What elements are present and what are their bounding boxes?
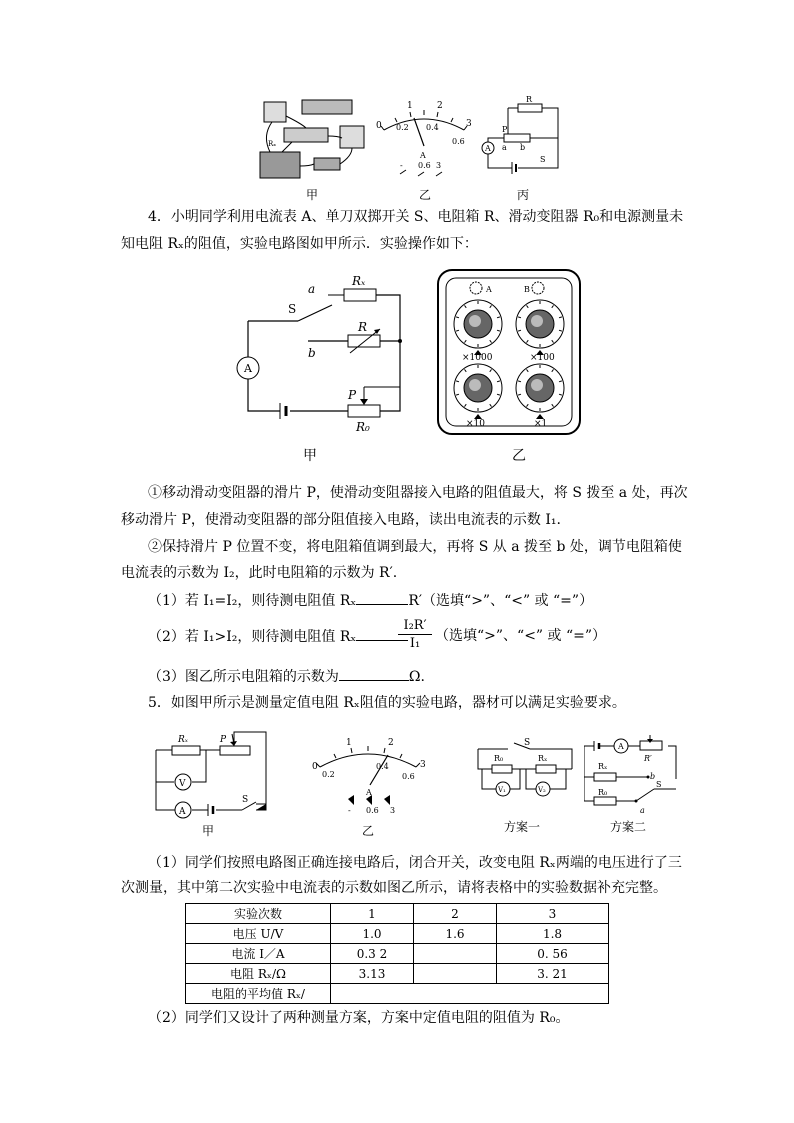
top-term-06: 0.6 (418, 161, 431, 170)
svg-text:a: a (308, 282, 316, 296)
multiplier-1000: ×1000 (462, 353, 493, 363)
table-cell: 电流 I／A (186, 944, 331, 964)
table-cell: 电阻的平均值 Rₓ/ (186, 984, 331, 1004)
table-cell: 2 (414, 904, 497, 924)
table-row (186, 944, 609, 964)
q4-step2-line2: 电流表的示数为 I₂，此时电阻箱的示数为 R′. (121, 565, 398, 581)
top-tick-0: 0 (376, 121, 382, 131)
top-tick-3: 3 (466, 119, 472, 129)
q5-circuit-jia (150, 730, 270, 835)
fraction-numerator: I₂R′ (398, 617, 432, 635)
answer-cell-resistance-2[interactable] (414, 964, 497, 984)
top-tick-04: 0.4 (426, 123, 439, 132)
plan1-caption: 方案一 (503, 820, 540, 834)
top-tick-06: 0.6 (452, 137, 465, 146)
table-cell: 0.3 2 (331, 944, 414, 964)
svg-text:P: P (220, 735, 227, 745)
q4-step1-line1: ①移动滑动变阻器的滑片 P，使滑动变阻器接入电路的阻值最大，将 S 拨至 a 处，再次 (148, 485, 688, 501)
fraction (398, 617, 432, 652)
q4-step1-line2: 移动滑片 P，使滑动变阻器的部分阻值接入电路，读出电流表的示数 I₁. (121, 512, 561, 528)
svg-text:b: b (650, 772, 656, 781)
multiplier-1: ×1 (534, 419, 548, 429)
svg-text:1: 1 (346, 738, 352, 748)
knob-highlight (469, 379, 481, 391)
q5-p2: （2）同学们又设计了两种测量方案，方案中定值电阻的阻值为 R₀。 (148, 1010, 570, 1026)
svg-text:P: P (502, 125, 508, 134)
svg-text:V₂: V₂ (538, 786, 546, 794)
resistance-box (436, 268, 582, 436)
knob-highlight (531, 315, 543, 327)
svg-text:R₀: R₀ (356, 420, 370, 434)
fraction-denominator: I₁ (409, 636, 421, 651)
plan1-circuit (474, 735, 576, 815)
svg-text:3: 3 (420, 760, 426, 770)
table-cell: 电压 U/V (186, 924, 331, 944)
q4-sub2: （2）若 I₁>I₂，则待测电阻值 Rₓ (148, 626, 408, 647)
apparatus-illustration (252, 96, 372, 186)
svg-text:S: S (524, 738, 531, 748)
svg-text:a: a (502, 143, 507, 152)
q5-caption-jia: 甲 (201, 824, 214, 838)
knob-label-a: A (486, 285, 492, 294)
table-cell: 电阻 Rₓ/Ω (186, 964, 331, 984)
q4-step2-line1: ②保持滑片 P 位置不变，将电阻箱值调到最大，再将 S 从 a 拨至 b 处，调节电阻箱使 (148, 539, 682, 555)
multiplier-10: ×10 (466, 419, 485, 429)
svg-text:2: 2 (388, 738, 394, 748)
q4-sub1: （1）若 I₁=I₂，则待测电阻值 Rₓ R′（选填“>”、“<” 或 “=”） (148, 590, 593, 611)
table-cell: 0. 56 (497, 944, 609, 964)
table-row (186, 964, 609, 984)
svg-text:0.6: 0.6 (402, 772, 415, 781)
top-term-minus: - (400, 161, 403, 170)
svg-text:A: A (366, 788, 372, 797)
svg-text:Rₓ: Rₓ (268, 140, 277, 148)
plan2-caption: 方案二 (609, 820, 646, 834)
q5-caption-yi: 乙 (361, 824, 374, 838)
table-cell: 3 (497, 904, 609, 924)
svg-text:S: S (656, 780, 662, 789)
table-cell: 1.0 (331, 924, 414, 944)
top-tick-02: 0.2 (396, 123, 409, 132)
q4-line2: 知电阻 Rₓ的阻值，实验电路图如甲所示．实验操作如下： (121, 236, 478, 252)
table-cell: 1.6 (414, 924, 497, 944)
svg-text:A: A (618, 742, 624, 751)
svg-text:-: - (348, 806, 351, 815)
knob-highlight (531, 379, 543, 391)
q4-sub2-post: （选填“>”、“<” 或 “=”） (435, 628, 607, 644)
svg-text:R: R (358, 320, 368, 334)
multiplier-100: ×100 (530, 353, 555, 363)
svg-text:Rₓ: Rₓ (598, 762, 608, 771)
top-caption-jia: 甲 (305, 188, 318, 202)
svg-text:S: S (540, 155, 546, 164)
data-table (185, 903, 609, 1004)
svg-text:A: A (179, 807, 186, 817)
q5-line1: 5．如图甲所示是测量定值电阻 Rₓ阻值的实验电路，器材可以满足实验要求。 (148, 695, 626, 711)
plan2-circuit (584, 735, 684, 815)
answer-blank-1[interactable] (356, 590, 408, 605)
svg-text:R₀: R₀ (598, 788, 608, 797)
table-row (186, 984, 609, 1004)
q4-caption-jia: 甲 (303, 448, 317, 464)
svg-text:0.4: 0.4 (376, 762, 389, 771)
q5-p1-line1: （1）同学们按照电路图正确连接电路后，闭合开关，改变电阻 Rₓ两端的电压进行了三 (148, 855, 682, 871)
svg-text:A: A (485, 144, 491, 153)
svg-text:V: V (179, 779, 186, 789)
svg-text:V₁: V₁ (498, 786, 506, 794)
svg-text:b: b (308, 346, 316, 360)
svg-text:b: b (520, 143, 526, 152)
table-row (186, 904, 609, 924)
svg-text:S: S (242, 795, 249, 805)
svg-text:Rₓ: Rₓ (352, 275, 366, 288)
svg-text:S: S (288, 302, 297, 316)
answer-cell-average[interactable] (331, 984, 609, 1004)
svg-text:R: R (526, 96, 533, 104)
top-ammeter-dial (374, 98, 474, 178)
svg-text:P: P (348, 388, 357, 402)
knob-label-b: B (524, 285, 530, 294)
svg-text:3: 3 (390, 806, 396, 815)
top-unit: A (420, 151, 426, 160)
svg-text:Rₓ: Rₓ (538, 754, 548, 763)
svg-text:0.2: 0.2 (322, 770, 335, 779)
q4-line1: 4．小明同学利用电流表 A、单刀双掷开关 S、电阻箱 R、滑动变阻器 R₀和电源测量未 (148, 209, 684, 225)
q5-p1-line2: 次测量，其中第二次实验中电流表的示数如图乙所示，请将表格中的实验数据补充完整。 (121, 880, 667, 896)
table-cell: 1 (331, 904, 414, 924)
top-tick-1: 1 (407, 101, 413, 111)
top-term-3: 3 (436, 161, 442, 170)
svg-text:R₀: R₀ (494, 754, 504, 763)
svg-text:a: a (640, 806, 645, 815)
svg-text:R′: R′ (644, 754, 652, 763)
q4-ammeter-label: A (244, 362, 252, 375)
answer-cell-current-2[interactable] (414, 944, 497, 964)
table-cell: 3. 21 (497, 964, 609, 984)
svg-text:Rₓ: Rₓ (178, 735, 188, 745)
table-row (186, 924, 609, 944)
circuit-bing (478, 96, 568, 178)
q4-sub3: （3）图乙所示电阻箱的示数为 Ω. (148, 666, 425, 687)
q4-circuit-jia (228, 275, 408, 435)
top-caption-bing: 丙 (516, 188, 529, 202)
svg-text:0: 0 (312, 762, 318, 772)
q5-ammeter-dial (310, 737, 430, 819)
knob-highlight (469, 315, 481, 327)
answer-blank-3[interactable] (339, 666, 409, 681)
q4-caption-yi: 乙 (512, 448, 526, 464)
top-caption-yi: 乙 (418, 188, 431, 202)
svg-text:0.6: 0.6 (366, 806, 379, 815)
table-cell: 3.13 (331, 964, 414, 984)
top-tick-2: 2 (437, 101, 443, 111)
table-cell: 实验次数 (186, 904, 331, 924)
table-cell: 1.8 (497, 924, 609, 944)
